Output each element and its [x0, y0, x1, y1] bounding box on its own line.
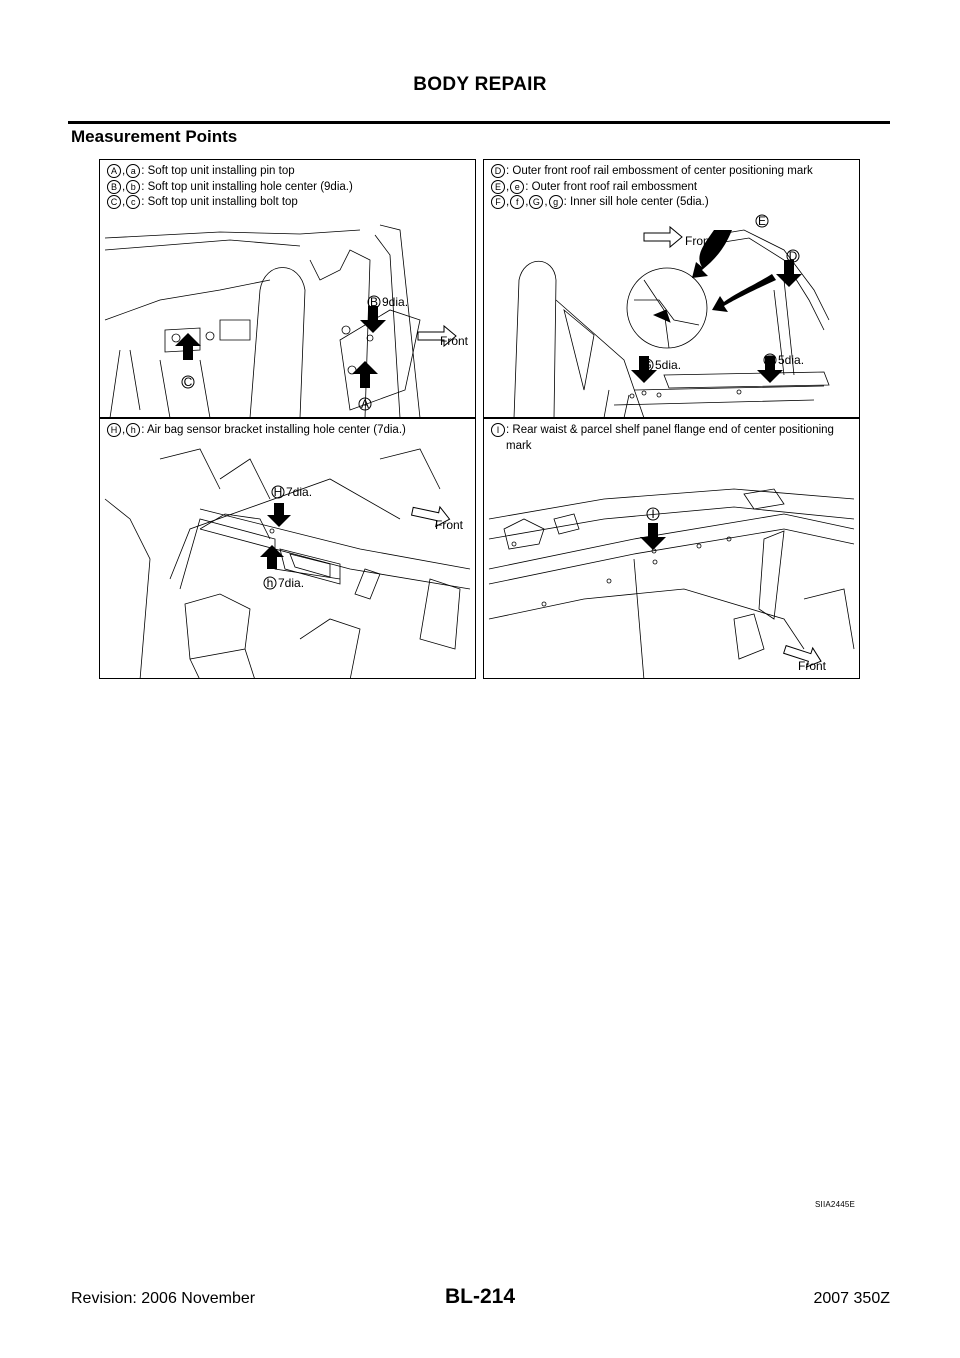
figure-panel-airbag-sensor [99, 418, 476, 679]
legend-airbag-sensor [106, 423, 406, 439]
legend-line: C , c : Soft top unit installing bolt top [106, 195, 353, 211]
callout-circle: F [491, 195, 505, 209]
callout-circle: b [126, 180, 140, 194]
callout-h-upper: H [273, 485, 283, 499]
label-f-5dia: 5dia. [778, 353, 805, 367]
callout-a: A [360, 397, 370, 411]
callout-circle: E [491, 180, 505, 194]
callout-circle: G [529, 195, 543, 209]
callout-h-lower: h [266, 576, 274, 590]
callout-circle: I [491, 423, 505, 437]
section-title: Measurement Points [71, 127, 238, 146]
callout-i: I [651, 507, 655, 521]
legend-parcel-shelf [490, 423, 834, 454]
callout-c: C [183, 375, 193, 389]
label-g-5dia: 5dia. [655, 358, 682, 372]
figure-panel-parcel-shelf [483, 418, 860, 679]
legend-roof-rail [490, 164, 813, 211]
callout-e: E [757, 214, 767, 228]
callout-circle: f [510, 195, 524, 209]
legend-line-continued: mark [506, 439, 532, 452]
callout-circle: D [491, 164, 505, 178]
callout-circle: C [107, 195, 121, 209]
legend-line: I : Rear waist & parcel shelf panel flange end of center positioning [490, 423, 834, 439]
legend-line: H , h : Air bag sensor bracket installing hole center (7dia.) [106, 423, 406, 439]
callout-circle: h [126, 423, 140, 437]
legend-line: B , b : Soft top unit installing hole center (9dia.) [106, 180, 353, 196]
legend-line: E , e : Outer front roof rail embossment [490, 180, 813, 196]
figure-code: SIIA2445E [815, 1200, 856, 1209]
label-9dia: 9dia. [382, 295, 409, 309]
footer-page-number: BL-214 [444, 1285, 516, 1308]
callout-circle: c [126, 195, 140, 209]
callout-circle: B [107, 180, 121, 194]
label-front: Front [685, 234, 714, 248]
callout-circle: e [510, 180, 524, 194]
page-header: BODY REPAIR [413, 74, 547, 95]
figure-panel-soft-top [99, 159, 476, 418]
header-rule [68, 121, 890, 124]
legend-soft-top [106, 164, 353, 211]
callout-g: G [642, 358, 652, 372]
label-front: Front [440, 334, 469, 348]
airbag-sensor-line-drawing [100, 419, 476, 679]
callout-circle: g [549, 195, 563, 209]
callout-circle: H [107, 423, 121, 437]
label-h-lower-7dia: 7dia. [278, 576, 305, 590]
callout-circle: A [107, 164, 121, 178]
callout-b: B [369, 295, 379, 309]
footer-model: 2007 350Z [813, 1290, 890, 1307]
callout-d: D [788, 249, 798, 263]
legend-line: D : Outer front roof rail embossment of center positioning mark [490, 164, 813, 180]
label-front: Front [798, 659, 827, 673]
figure-panel-roof-rail [483, 159, 860, 418]
label-front: Front [435, 518, 464, 532]
callout-f: F [766, 353, 774, 367]
legend-line: F , f , G , g : Inner sill hole center (5dia.) [490, 195, 813, 211]
legend-line: A , a : Soft top unit installing pin top [106, 164, 353, 180]
footer-revision: Revision: 2006 November [71, 1290, 256, 1307]
label-h-upper-7dia: 7dia. [286, 485, 313, 499]
parcel-shelf-line-drawing [484, 419, 860, 679]
callout-circle: a [126, 164, 140, 178]
